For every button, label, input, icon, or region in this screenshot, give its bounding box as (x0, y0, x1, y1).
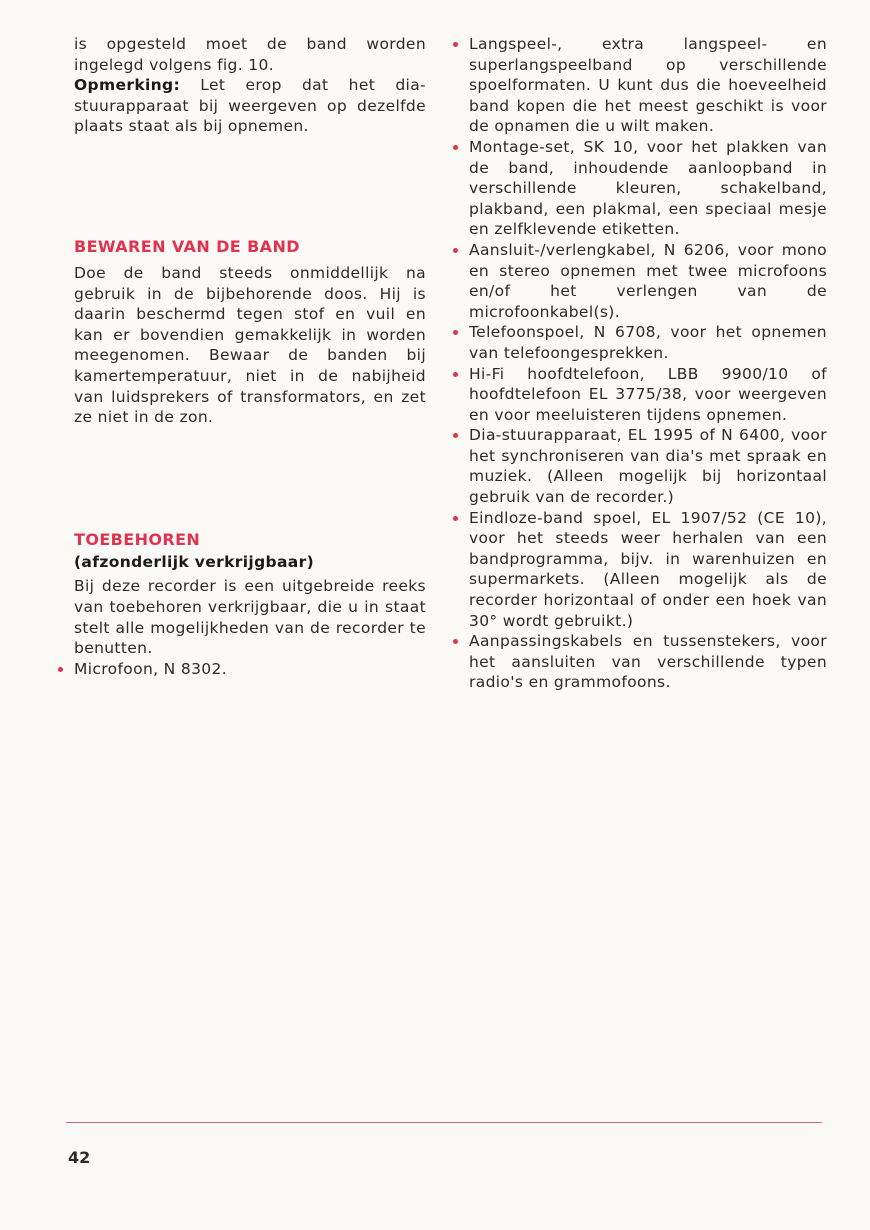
bullet-icon (453, 433, 458, 438)
list-item (469, 137, 827, 240)
toebehoren-body: Bij deze recorder is een uitgebreide reeks van toebehoren verkrijgbaar, die u in staat stelt alle mogelijkheden van de recorder te benutten. (74, 577, 426, 658)
section-bewaren (74, 237, 426, 428)
list-item-text: Montage-set, SK 10, voor het plakken van de band, inhoudende aanloopband in verschillende kleuren, schakelband, plakband, een plakmal, een speciaal mesje en zelfklevende etiketten. (469, 137, 827, 239)
list-item-text: Eindloze-band spoel, EL 1907/52 (CE 10), voor het steeds weer herhalen van een bandprogramma, bijv. in warenhuizen en supermarkets. (Alleen mogelijk als de recorder horizontaal of onder een hoek van 30° wordt gebruikt.) (469, 508, 827, 630)
note-text: Let erop dat het dia-stuurapparaat bij weergeven op dezelfde plaats staat als bij opnemen. (74, 76, 426, 136)
bullet-icon (453, 248, 458, 253)
subheading-toebehoren: (afzonderlijk verkrijgbaar) (74, 552, 315, 571)
intro-paragraph: is opgesteld moet de band worden ingelegd volgens fig. 10. (74, 35, 426, 74)
footer-divider (66, 1122, 822, 1123)
bullet-icon (453, 372, 458, 377)
list-item-text: Aansluit-/verlengkabel, N 6206, voor mono en stereo opnemen met twee microfoons en/of het verlengen van de microfoonkabel(s). (469, 240, 827, 321)
bullet-icon (453, 639, 458, 644)
left-column (74, 34, 426, 679)
bewaren-body: Doe de band steeds onmiddellijk na gebruik in de bijbehorende doos. Hij is daarin beschermd tegen stof en vuil en kan er bovendien gemakkelijk in worden meegenomen. Bewaar de banden bij kamertemperatuur, niet in de nabijheid van luidsprekers of transformators, en zet ze niet in de zon. (74, 263, 426, 427)
heading-toebehoren: TOEBEHOREN (74, 529, 201, 549)
list-item (469, 240, 827, 322)
list-item (74, 659, 426, 680)
list-item (469, 425, 827, 507)
list-item-text: Aanpassingskabels en tussenstekers, voor het aansluiten van verschillende typen radio's en grammofoons. (469, 632, 827, 692)
heading-bewaren: BEWAREN VAN DE BAND (74, 236, 300, 256)
right-column (469, 34, 827, 693)
accessory-list-left (74, 659, 426, 680)
page-number: 42 (68, 1148, 91, 1167)
list-item-text: Langspeel-, extra langspeel- en superlangspeelband op verschillende spoelformaten. U kunt dus die hoeveelheid band kopen die het meest geschikt is voor de opnamen die u wilt maken. (469, 35, 827, 136)
list-item (469, 322, 827, 363)
note-paragraph (74, 75, 426, 137)
bullet-icon (453, 42, 458, 47)
list-item-text: Hi-Fi hoofdtelefoon, LBB 9900/10 of hoofdtelefoon EL 3775/38, voor weergeven en voor meeluisteren tijdens opnemen. (469, 364, 827, 424)
bullet-icon (453, 516, 458, 521)
list-item (469, 34, 827, 137)
section-toebehoren (74, 530, 426, 680)
list-item-text: Dia-stuurapparaat, EL 1995 of N 6400, voor het synchroniseren van dia's met spraak en muziek. (Alleen mogelijk bij horizontaal gebruik van de recorder.) (469, 426, 827, 507)
list-item (469, 631, 827, 693)
list-item-text: Microfoon, N 8302. (74, 659, 228, 678)
bullet-icon (453, 330, 458, 335)
list-item (469, 508, 827, 632)
bullet-icon (58, 667, 63, 672)
accessory-list-right (469, 34, 827, 693)
bullet-icon (453, 145, 458, 150)
note-label: Opmerking: (74, 76, 181, 95)
list-item (469, 364, 827, 426)
list-item-text: Telefoonspoel, N 6708, voor het opnemen van telefoongesprekken. (469, 323, 827, 362)
